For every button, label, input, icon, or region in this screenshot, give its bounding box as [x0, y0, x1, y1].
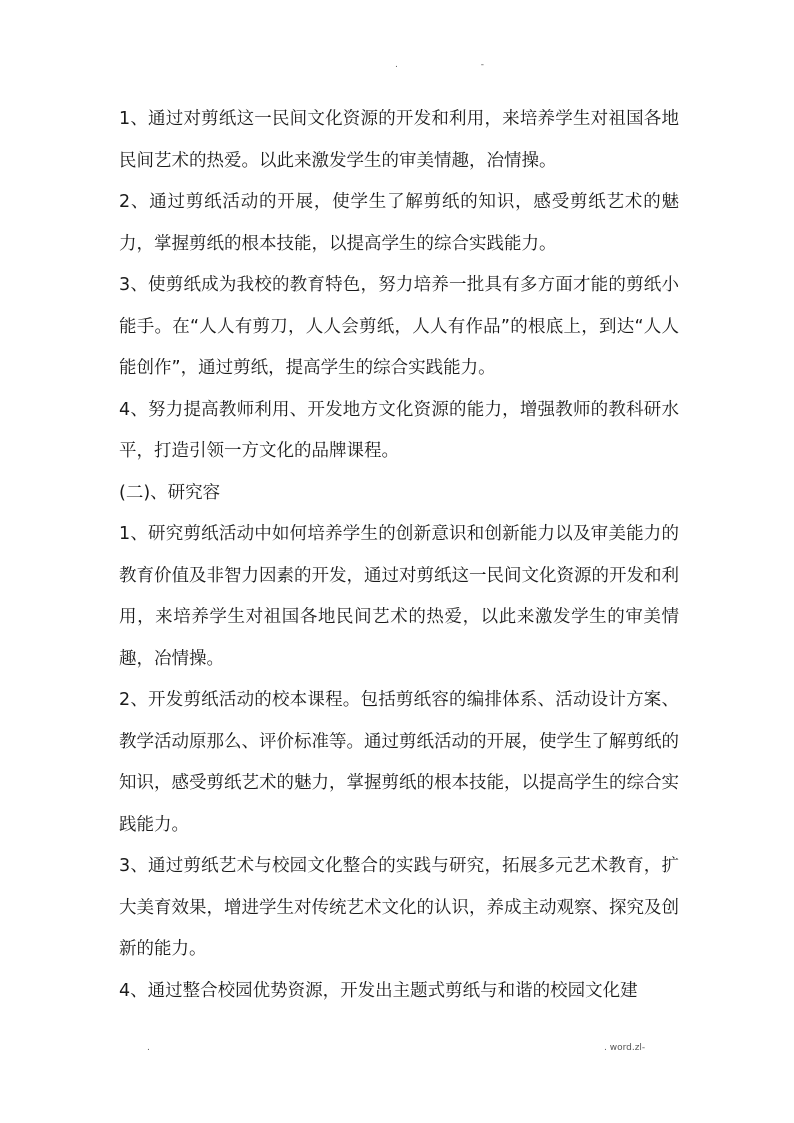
page-footer-source: . word.zl-: [604, 1043, 646, 1053]
paragraph-content-4: 4、通过整合校园优势资源，开发出主题式剪纸与和谐的校园文化建: [119, 980, 638, 1001]
paragraph-content-2: 2、开发剪纸活动的校本课程。包括剪纸容的编排体系、活动设计方案、教学活动原那么、评价标准等。通过剪纸活动的开展，使学生了解剪纸的知识，感受剪纸艺术的魅力，掌握剪纸的根本技能，以提高学生的综合实践能力。: [119, 690, 679, 835]
paragraph-content-1: 1、研究剪纸活动中如何培养学生的创新意识和创新能力以及审美能力的教育价值及非智力因素的开发，通过对剪纸这一民间文化资源的开发和利用，来培养学生对祖国各地民间艺术的热爱，以此来激发学生的审美情趣，冶情操。: [119, 524, 679, 669]
paragraph-goal-2: 2、通过剪纸活动的开展，使学生了解剪纸的知识，感受剪纸艺术的魅力，掌握剪纸的根本技能，以提高学生的综合实践能力。: [119, 192, 679, 254]
paragraph-goal-3: 3、使剪纸成为我校的教育特色，努力培养一批具有多方面才能的剪纸小能手。在“人人有剪刀，人人会剪纸，人人有作品”的根底上，到达“人人能创作”，通过剪纸，提高学生的综合实践能力。: [119, 275, 679, 378]
section-heading-research-content: (二)、研究容: [119, 482, 221, 503]
document-body: [119, 99, 679, 1012]
paragraph-content-3: 3、通过剪纸艺术与校园文化整合的实践与研究，拓展多元艺术教育，扩大美育效果，增进学生对传统艺术文化的认识，养成主动观察、探究及创新的能力。: [119, 856, 679, 959]
page-header-mark: . -: [395, 60, 524, 70]
paragraph-goal-4: 4、努力提高教师利用、开发地方文化资源的能力，增强教师的教科研水平，打造引领一方文化的品牌课程。: [119, 399, 679, 461]
paragraph-goal-1: 1、通过对剪纸这一民间文化资源的开发和利用，来培养学生对祖国各地民间艺术的热爱。以此来激发学生的审美情趣，冶情操。: [119, 109, 679, 171]
page-footer-left-mark: .: [147, 1043, 150, 1053]
